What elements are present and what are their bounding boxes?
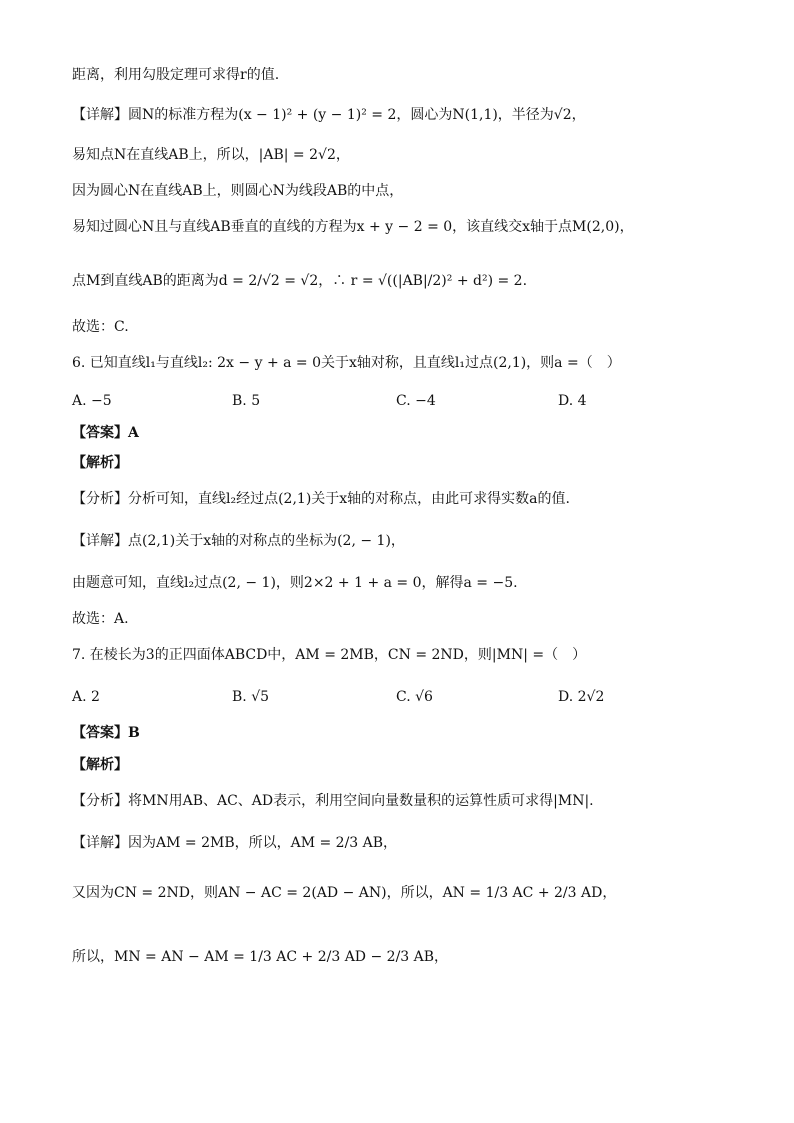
text-line: 距离，利用勾股定理可求得r的值. <box>72 67 280 83</box>
text-line: 易知点N在直线AB上，所以，|AB| = 2√2， <box>72 147 350 163</box>
q6-option-a: A. −5 <box>72 393 112 409</box>
text-line: 故选：A. <box>72 611 129 627</box>
text-line: 又因为CN = 2ND，则AN − AC = 2(AD − AN)，所以，AN = 1/3 AC + 2/3 AD， <box>72 885 617 901</box>
q7-option-c: C. √6 <box>396 689 433 705</box>
text-line: 因为圆心N在直线AB上，则圆心N为线段AB的中点， <box>72 183 404 199</box>
text-line: 故选：C. <box>72 319 129 335</box>
text-line: 易知过圆心N且与直线AB垂直的直线的方程为x + y − 2 = 0，该直线交x轴于点M(2,0)， <box>72 219 634 235</box>
q6-option-c: C. −4 <box>396 393 436 409</box>
text-line: 【详解】点(2,1)关于x轴的对称点的坐标为(2, − 1)， <box>72 533 405 549</box>
q7-option-b: B. √5 <box>232 689 270 705</box>
answer-label: 【答案】B <box>72 725 140 741</box>
text-line: 所以，MN = AN − AM = 1/3 AC + 2/3 AD − 2/3 AB， <box>72 949 449 965</box>
text-line: 【详解】因为AM = 2MB，所以，AM = 2/3 AB， <box>72 835 398 851</box>
analysis-label: 【解析】 <box>72 757 128 773</box>
q6-option-d: D. 4 <box>558 393 587 409</box>
q6-option-b: B. 5 <box>232 393 261 409</box>
text-line: 【详解】圆N的标准方程为(x − 1)² + (y − 1)² = 2，圆心为N(1,1)，半径为√2， <box>72 107 586 123</box>
analysis-label: 【解析】 <box>72 455 128 471</box>
question-6: 6. 已知直线l₁与直线l₂: 2x − y + a = 0关于x轴对称，且直线l₁过点(2,1)，则a =（ ） <box>72 355 621 371</box>
q7-option-a: A. 2 <box>72 689 100 705</box>
answer-label: 【答案】A <box>72 425 139 441</box>
text-line: 由题意可知，直线l₂过点(2, − 1)，则2×2 + 1 + a = 0，解得a = −5. <box>72 575 518 591</box>
text-line: 【分析】将MN用AB、AC、AD表示，利用空间向量数量积的运算性质可求得|MN|. <box>72 793 594 809</box>
q7-option-d: D. 2√2 <box>558 689 605 705</box>
text-line: 点M到直线AB的距离为d = 2/√2 = √2，∴ r = √((|AB|/2)² + d²) = 2. <box>72 273 528 289</box>
text-line: 【分析】分析可知，直线l₂经过点(2,1)关于x轴的对称点，由此可求得实数a的值. <box>72 491 570 507</box>
question-7: 7. 在棱长为3的正四面体ABCD中，AM = 2MB，CN = 2ND，则|MN| =（ ） <box>72 647 587 663</box>
